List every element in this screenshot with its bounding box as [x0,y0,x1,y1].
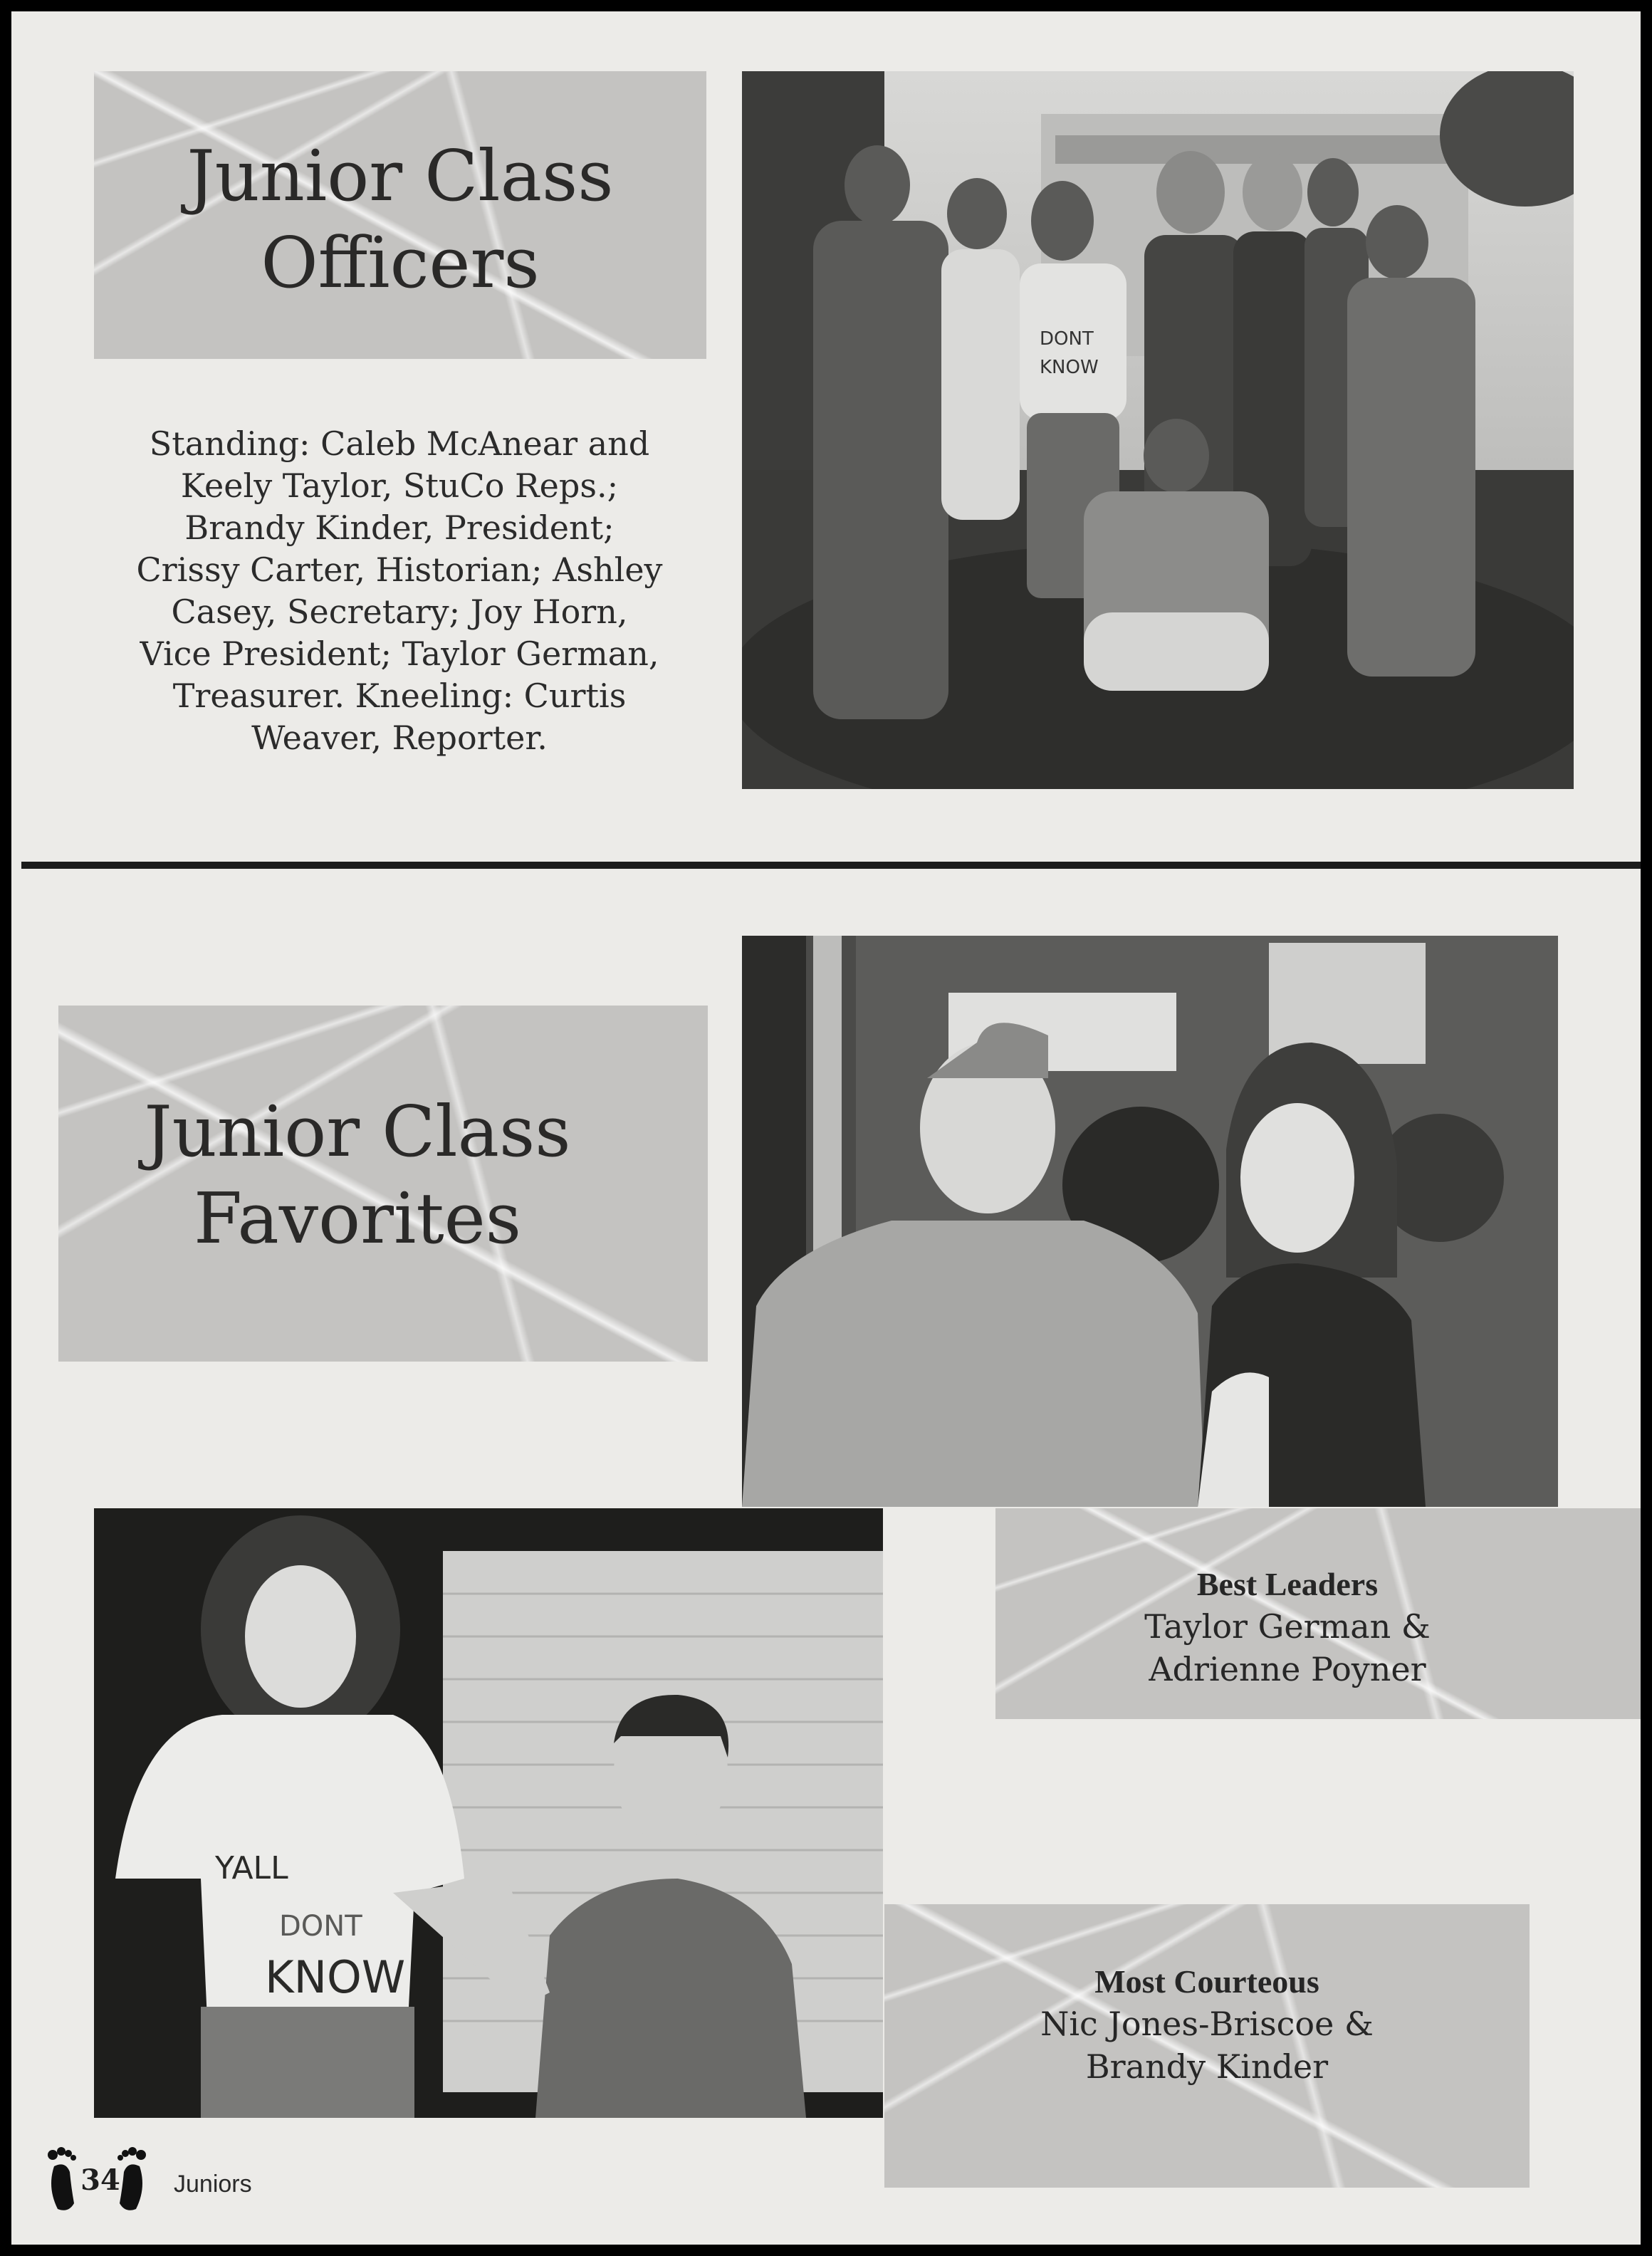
best-leaders-panel [995,1508,1641,1719]
shirt-word-1: YALL [215,1850,288,1886]
award-heading: Best Leaders [1196,1566,1379,1602]
favorites-title [58,1090,657,1263]
favorites-title-line-2: Favorites [194,1178,521,1260]
section-name: Juniors [174,2171,252,2198]
officer-shirt-word-2: KNOW [1040,357,1099,378]
officers-title-panel [94,71,706,359]
award-names-line: Adrienne Poyner [1149,1650,1426,1688]
officers-title-line-1: Junior Class [187,136,614,217]
caption-line: Weaver, Reporter. [251,719,548,757]
most-courteous-photo-art [94,1508,883,2118]
best-leaders-photo [742,936,1558,1507]
page-footer [40,2145,325,2216]
favorites-title-line-1: Junior Class [144,1092,571,1173]
best-leaders-award [995,1564,1579,1691]
award-names-line: Nic Jones-Briscoe & [1040,2005,1374,2043]
award-names-line: Taylor German & [1144,1607,1431,1646]
award-names-line: Brandy Kinder [1085,2047,1329,2086]
caption-line: Standing: Caleb McAnear and [149,424,650,463]
best-leaders-photo-art [742,936,1558,1507]
section-divider [21,862,1641,869]
page-number: 34 [80,2163,120,2197]
most-courteous-photo [94,1508,883,2118]
caption-line: Keely Taylor, StuCo Reps.; [180,466,619,505]
caption-line: Casey, Secretary; Joy Horn, [171,592,628,631]
caption-line: Brandy Kinder, President; [184,508,615,547]
shirt-word-2: DONT [279,1910,362,1943]
most-courteous-award [884,1961,1530,2088]
officers-caption [111,423,688,759]
shirt-word-3: KNOW [265,1951,406,2003]
caption-line: Crissy Carter, Historian; Ashley [136,550,663,589]
award-heading: Most Courteous [1094,1963,1319,2000]
officers-photo-art [742,71,1574,789]
favorites-title-panel [58,1006,708,1362]
yearbook-page [11,11,1641,2245]
officers-title-line-2: Officers [261,222,540,304]
most-courteous-panel [884,1904,1530,2188]
officer-shirt-word-1: DONT [1040,328,1094,350]
officers-title [94,134,706,307]
caption-line: Vice President; Taylor German, [140,634,659,673]
officers-group-photo [742,71,1574,789]
caption-line: Treasurer. Kneeling: Curtis [172,677,627,715]
